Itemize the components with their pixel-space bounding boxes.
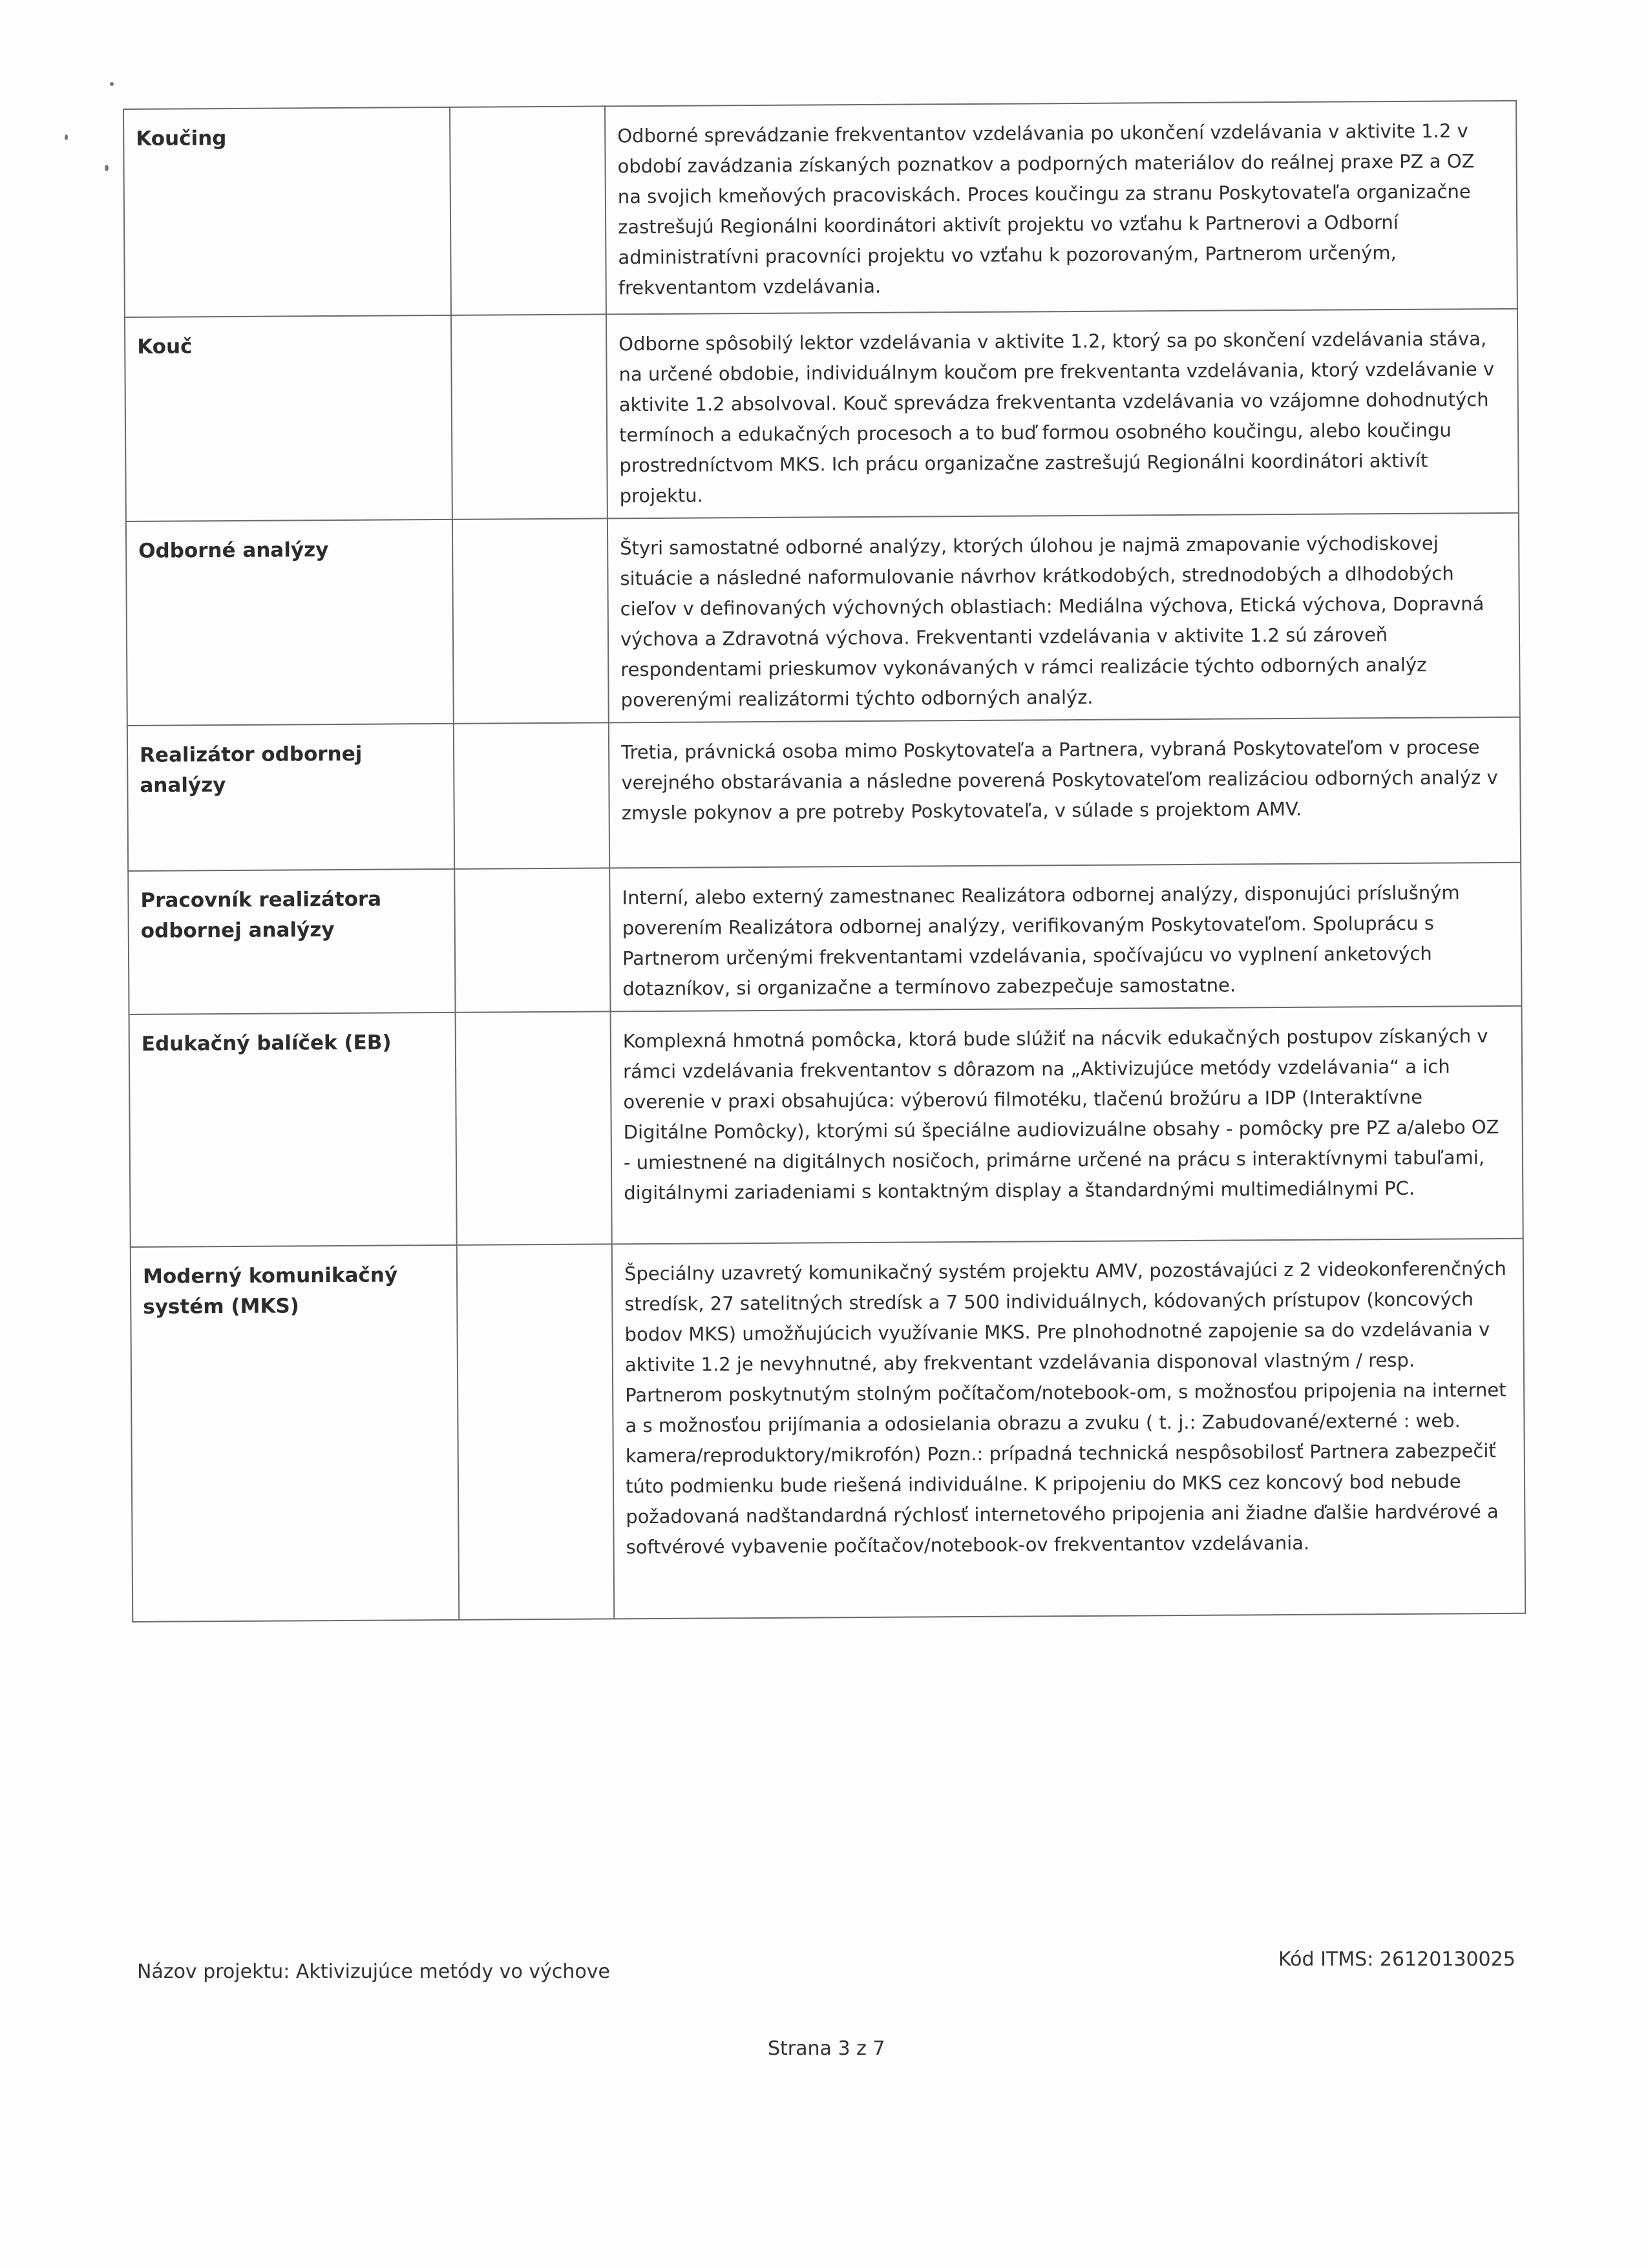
term-cell <box>128 869 455 1014</box>
empty-cell <box>454 868 610 1012</box>
empty-cell <box>457 1244 615 1619</box>
definition-cell <box>611 1006 1523 1244</box>
definition-text: Štyri samostatné odborné analýzy, ktorých úlohou je najmä zmapovanie východiskovej situácie a následné naformulovanie návrhov krátkodobých, strednodobých a dlhodobých cieľov v definovaných výchovných oblastiach: Mediálna výchova, Etická výchova, Dopravná výchova a Zdravotná výchova. Frekventanti vzdelávania v aktivite 1.2 sú zároveň respondentami prieskumov vykonávaných v rámci realizácie týchto odborných analýz poverenými realizátormi týchto odborných analýz. <box>620 532 1484 711</box>
definition-cell <box>609 863 1521 1012</box>
term-label: Moderný komunikačný systém (MKS) <box>142 1263 398 1319</box>
term-label: Odborné analýzy <box>138 538 329 563</box>
table-row <box>126 513 1520 726</box>
term-cell <box>123 107 451 317</box>
empty-cell <box>451 314 607 519</box>
term-cell <box>125 315 452 521</box>
definition-cell <box>606 309 1519 519</box>
scan-speck <box>105 165 109 171</box>
glossary-table <box>123 100 1526 1622</box>
term-label: Pracovník realizátora odbornej analýzy <box>140 887 382 943</box>
term-cell <box>127 724 454 871</box>
definition-cell <box>612 1239 1526 1619</box>
definition-text: Tretia, právnická osoba mimo Poskytovateľa a Partnera, vybraná Poskytovateľom v procese verejného obstarávania a následne poverená Poskytovateľom realizáciou odborných analýz v zmysle pokynov a pre potreby Poskytovateľa, v súlade s projektom AMV. <box>620 736 1498 824</box>
table-row <box>131 1239 1526 1622</box>
definition-text: Odborné sprevádzanie frekventantov vzdelávania po ukončení vzdelávania v aktivite 1.2 v období zavádzania získaných poznatkov a podporných materiálov do reálnej praxe PZ a OZ na svojich kmeňových pracoviskách. Proces koučingu za stranu Poskytovateľa organizačne zastrešujú Regionálni koordinátori aktivít projektu vo vzťahu k Partnerovi a Odborní administratívni pracovníci projektu vo vzťahu k pozorovaným, Partnerom určeným, frekventantom vzdelávania. <box>617 120 1475 299</box>
definition-text: Špeciálny uzavretý komunikačný systém projektu AMV, pozostávajúci z 2 videokonferenčných stredísk, 27 satelitných stredísk a 7 500 individuálnych, kódovaných prístupov (koncových bodov MKS) umožňujúcich využívanie MKS. Pre plnohodnotné zapojenie sa do vzdelávania v aktivite 1.2 je nevyhnutné, aby frekventant vzdelávania disponoval vlastným / resp. Partnerom poskytnutým stolným počítačom/notebook-om, s možnosťou pripojenia na internet a s možnosťou prijímania a odosielania obrazu a zvuku ( t. j.: Zabudované/externé : web. kamera/reproduktory/mikrofón) Pozn.: prípadná technická nespôsobilosť Partnera zabezpečiť túto podmienku bude riešená individuálne. K pripojeniu do MKS cez koncový bod nebude požadovaná nadštandardná rýchlosť internetového pripojenia ani žiadne ďalšie hardvérové a softvérové vybavenie počítačov/notebook-ov frekventantov vzdelávania. <box>624 1257 1506 1559</box>
table-row <box>128 863 1521 1014</box>
definition-text: Odborne spôsobilý lektor vzdelávania v aktivite 1.2, ktorý sa po skončení vzdelávania stáva, na určené obdobie, individuálnym koučom pre frekventanta vzdelávania, ktorý vzdelávanie v aktivite 1.2 absolvoval. Kouč sprevádza frekventanta vzdelávania vo vzájomne dohodnutých termínoch a edukačných procesoch a to buď formou osobného koučingu, alebo koučingu prostredníctvom MKS. Ich prácu organizačne zastrešujú Regionálni koordinátori aktivít projektu. <box>618 328 1495 507</box>
table-row <box>129 1006 1523 1247</box>
term-label: Edukačný balíček (EB) <box>141 1031 392 1056</box>
definition-cell <box>607 513 1520 723</box>
table-row <box>123 101 1517 317</box>
scan-speck <box>65 134 68 140</box>
term-cell <box>131 1245 460 1622</box>
definition-cell <box>609 717 1521 868</box>
term-label: Kouč <box>137 335 193 359</box>
scan-speck <box>110 82 114 86</box>
empty-cell <box>452 518 609 723</box>
term-cell <box>126 520 454 726</box>
term-cell <box>129 1013 457 1247</box>
definition-text: Komplexná hmotná pomôcka, ktorá bude slúžiť na nácvik edukačných postupov získaných v rámci vzdelávania frekventantov s dôrazom na „Aktivizujúce metódy vzdelávania“ a ich overenie v praxi obsahujúca: výberovú filmotéku, tlačenú brožúru a IDP (Interaktívne Digitálne Pomôcky), ktorými sú špeciálne audiovizuálne obsahy - pomôcky pre PZ a/alebo OZ - umiestnené na digitálnych nosičoch, primárne určené na prácu s interaktívnymi tabuľami, digitálnymi zariadeniami s kontaktným display a štandardnými multimediálnymi PC. <box>622 1025 1499 1204</box>
footer-project-name: Názov projektu: Aktivizujúce metódy vo výchove <box>137 1960 610 1983</box>
definition-text: Interní, alebo externý zamestnanec Realizátora odbornej analýzy, disponujúci príslušným poverením Realizátora odbornej analýzy, verifikovaným Poskytovateľom. Spoluprácu s Partnerom určenými frekventantami vzdelávania, spočívajúcu vo vyplnení anketových dotazníkov, si organizačne a termínovo zabezpečuje samostatne. <box>622 881 1460 1000</box>
page-number: Strana 3 z 7 <box>768 2037 885 2060</box>
term-label: Realizátor odbornej analýzy <box>140 742 363 797</box>
table-row <box>127 717 1521 871</box>
footer-itms-code: Kód ITMS: 26120130025 <box>1278 1948 1516 1971</box>
definition-cell <box>605 101 1517 315</box>
table-row <box>125 309 1519 521</box>
term-label: Koučing <box>136 127 227 151</box>
empty-cell <box>456 1011 612 1244</box>
empty-cell <box>450 106 606 315</box>
empty-cell <box>454 722 609 868</box>
